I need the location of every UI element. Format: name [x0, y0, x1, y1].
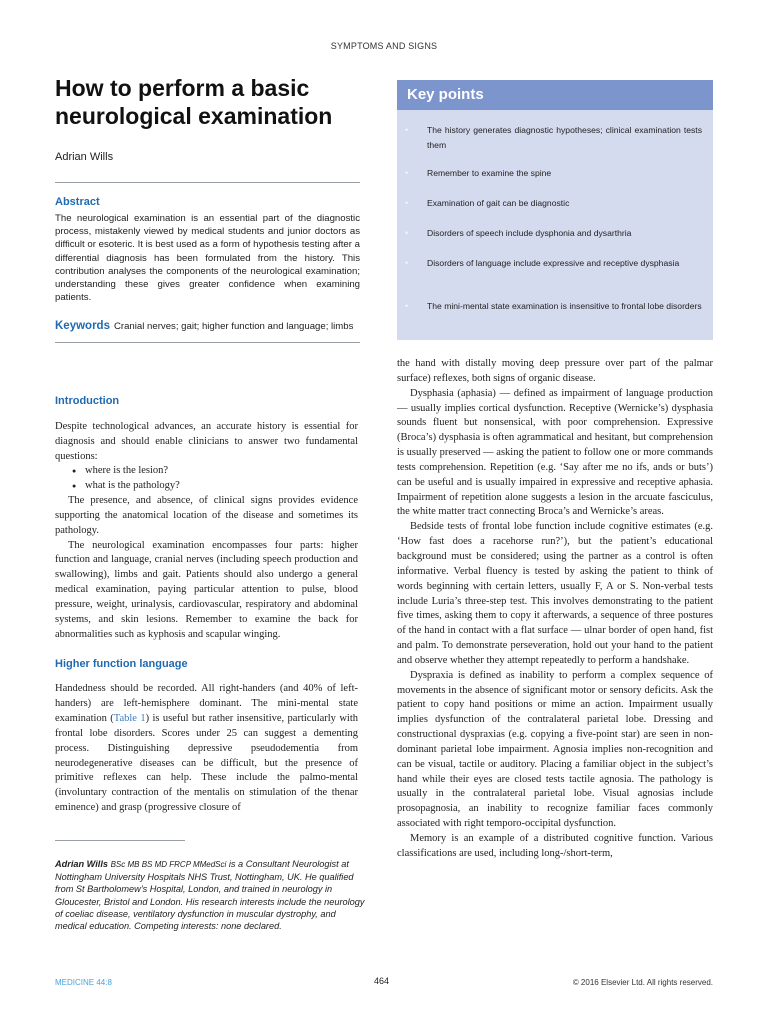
divider-top [55, 182, 360, 183]
page-number: 464 [374, 976, 390, 986]
left-column [55, 394, 358, 816]
key-point-text: Disorders of speech include dysphonia and dysarthria [427, 228, 632, 238]
key-point-item [405, 166, 700, 182]
key-point-item [405, 123, 700, 153]
copyright-notice: © 2016 Elsevier Ltd. All rights reserved. [572, 978, 713, 987]
bullet-icon: • [405, 301, 409, 311]
key-point-item [405, 196, 700, 212]
divider-bottom [55, 342, 360, 343]
bio-name: Adrian Wills [55, 859, 109, 869]
body-paragraph: Dysphasia (aphasia) — defined as impairment of language production — usually implies cortical dysfunction. Receptive (Wernicke’s) dysphasia sounds fluent but nonsensical, with poor comprehension. Expressive (Broca’s) dysphasia is often agrammatical and hesitant, but comprehension is usually preserved — asking the patient to follow one or more commands tests comprehension. Repetition (e.g. ‘Say after me no ifs, ands or buts’) can be useful and is usually impaired in expressive and receptive aphasia. Impairment of repetition alone suggests a lesion in the arcuate fasciculus, the white matter tract connecting Broca’s and Wernicke’s areas. [397, 387, 713, 518]
keywords-line [55, 320, 375, 333]
intro-paragraph: The neurological examination encompasses four parts: higher function and language, cranial nerves (including speech production and swallowing), limbs and gait. Patients should also undergo a general medical examination, paying particular attention to pulse, blood pressure, weight, urinalysis, cardiovascular, respiratory and abdominal systems, and skin lesions. Remember to examine the back for abnormalities such as kyphosis and scapular winging. [55, 539, 358, 640]
author-name: Adrian Wills [55, 151, 114, 163]
paragraph-text: ) is useful but rather insensitive, particularly with frontal lobe disorders. Scores under 25 can suggest a dementing process. Distinguishing depressive pseudodementia from neurodegenerative diseases can be difficult, but the presence of primitive reflexes can help. These include the palmo-mental (involuntary contraction of the mentalis on stimulation of the thenar eminence) and grasp (progressive closure of [55, 713, 358, 814]
paragraph-text: Handedness should be recorded. All right-handers (and 40% of left-handers) are left-hemisphere dominant. The mini-mental state examination ( [55, 683, 358, 725]
key-points-header [397, 80, 713, 110]
key-point-text: Remember to examine the spine [427, 168, 552, 178]
bullet-icon: • [405, 168, 409, 178]
section-header: SYMPTOMS AND SIGNS [330, 41, 438, 51]
article-title: How to perform a basic neurological examination [55, 75, 333, 129]
bio-degrees: BSc MB BS MD FRCP MMedSci [110, 860, 227, 869]
table-1-link[interactable]: Table 1 [113, 713, 146, 725]
list-item: ● where is the lesion? [85, 464, 358, 479]
key-point-item [405, 256, 700, 286]
key-point-text: The history generates diagnostic hypotheses; clinical examination tests them [427, 125, 702, 150]
journal-citation: MEDICINE 44:8 [55, 978, 112, 987]
key-point-text: The mini-mental state examination is insensitive to frontal lobe disorders [427, 301, 702, 311]
body-paragraph: Bedside tests of frontal lobe function include cognitive estimates (e.g. ‘How fast does a racehorse run?’), but the patient’s educational background must be considered; using the partner as a control is often informative. Verbal fluency is tested by asking the patient to think of words beginning with certain letters, usually F, A or S. Non-verbal tests include Luria’s three-step test. This involves demonstrating to the patient five times, asking them to copy it afterwards, a sequence of three postures of the hand in contact with a flat surface — ulnar border of open hand, fist and palm. To demonstrate perseveration, hold out your hand to the patient and observe whether they attempt repeatedly to perform a handshake. [397, 521, 713, 666]
key-point-item [405, 299, 700, 329]
key-point-text: Disorders of language include expressive and receptive dysphasia [427, 258, 680, 268]
introduction-heading: Introduction [55, 395, 120, 407]
bullet-icon: • [405, 258, 409, 268]
question-list [55, 464, 358, 494]
bullet-icon: • [405, 198, 409, 208]
intro-paragraph: The presence, and absence, of clinical signs provides evidence supporting the anatomical location of the disease and sometimes its pathology. [55, 495, 358, 536]
bullet-icon: • [405, 125, 409, 135]
keywords-text: Cranial nerves; gait; higher function and language; limbs [113, 321, 354, 332]
higher-function-paragraph [55, 682, 358, 816]
bullet-icon: • [405, 228, 409, 238]
author-bio [55, 858, 365, 932]
key-point-item [405, 226, 700, 242]
list-item: ● what is the pathology? [85, 479, 358, 494]
intro-paragraph: Despite technological advances, an accurate history is essential for diagnosis and should enable clinicians to answer two fundamental questions: [55, 420, 358, 462]
bio-divider [55, 840, 185, 841]
key-point-text: Examination of gait can be diagnostic [427, 198, 570, 208]
bio-text: is a Consultant Neurologist at Nottingham University Hospitals NHS Trust, Nottingham, UK. He qualified from St Bartholomew’s Hospital, London, and trained in neurology in Gloucester, Bristol and London. His research interests include the neurology of coeliac disease, ventilatory dysfunction in muscular dystrophy, and medical education. Competing interests: none declared. [55, 859, 365, 932]
body-paragraph: Memory is an example of a distributed cognitive function. Various classifications are used, including long-/short-term, [397, 833, 713, 859]
abstract-heading: Abstract [55, 196, 100, 208]
key-points-heading: Key points [407, 86, 484, 103]
abstract-text: The neurological examination is an essential part of the diagnostic process, mistakenly viewed by medical students and junior doctors as difficult or esoteric. It is best used as a form of hypothesis testing after a differential diagnosis has been formulated from the history. This contribution analyses the components of the neurological examination; understanding these gives greater confidence when examining patients. [55, 213, 360, 304]
body-paragraph: the hand with distally moving deep pressure over part of the palmar surface) reflexes, both signs of organic disease. [397, 358, 713, 384]
right-column [397, 357, 713, 862]
keywords-label: Keywords [55, 320, 110, 332]
higher-function-heading: Higher function language [55, 657, 188, 670]
body-paragraph: Dyspraxia is defined as inability to perform a complex sequence of movements in the absence of significant motor or sensory deficits. Ask the patient to copy hand positions or mime an action. Impairment usually implies dysfunction of the contralateral parietal lobe. Dressing and constructional dyspraxias (e.g. copying a five-point star) are seen in non-dominant parietal lobe impairment. Agnosia implies non-recognition and can be visual, tactile or auditory. Placing a familiar object in the subject’s hand while their eyes are closed tests tactile agnosia. The pathology is usually in the contralateral parietal lobe. Visual agnosias include prosopagnosia, an inability to recognize familiar faces commonly associated with right temporo-occipital dysfunction. [397, 669, 713, 830]
